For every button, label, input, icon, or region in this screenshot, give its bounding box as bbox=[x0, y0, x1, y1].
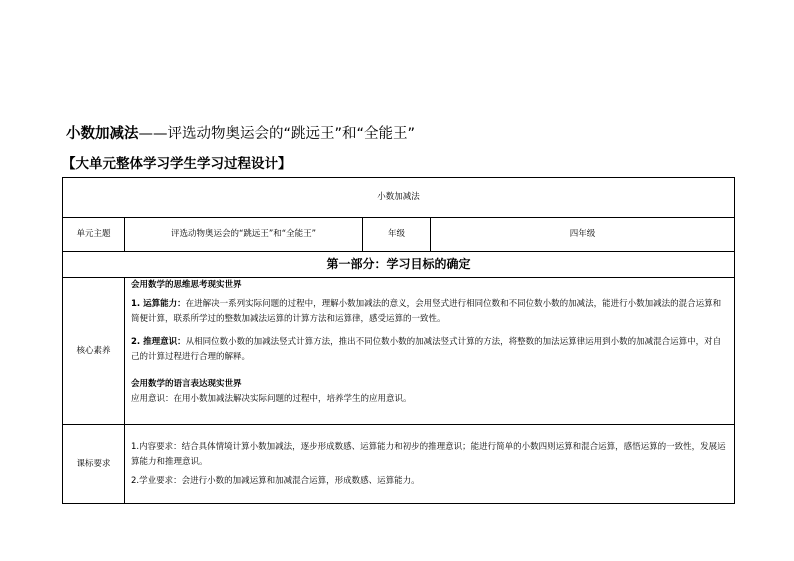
core-literacy-row bbox=[63, 278, 735, 425]
document-title bbox=[66, 125, 415, 143]
core-item-application bbox=[131, 392, 728, 407]
title-main: 小数加减法 bbox=[66, 126, 139, 142]
design-table bbox=[62, 177, 735, 504]
item-lead: 2. 推理意识： bbox=[131, 337, 186, 347]
standards-content-req: 1.内容要求：结合具体情境计算小数加减法，逐步形成数感、运算能力和初步的推理意识；能进行简单的小数四则运算和混合运算，感悟运算的一致性，发展运算能力和推理意识。 bbox=[131, 441, 726, 467]
item-lead: 应用意识： bbox=[131, 394, 174, 404]
core-item-computation bbox=[131, 297, 728, 327]
item-text: 在用小数加减法解决实际问题的过程中，培养学生的应用意识。 bbox=[173, 394, 412, 404]
standards-academic-req: 2.学业要求：会进行小数的加减运算和加减混合运算，形成数感、运算能力。 bbox=[131, 475, 420, 486]
unit-topic-label: 单元主题 bbox=[63, 218, 125, 252]
standards-content bbox=[125, 425, 735, 504]
core-item-reasoning bbox=[131, 335, 728, 365]
unit-topic-value: 评选动物奥运会的“跳远王”和“全能王” bbox=[125, 218, 363, 252]
item-text: 在进解决一系列实际问题的过程中，理解小数加减法的意义，会用竖式进行相同位数和不同位数小数的加减法，能进行小数加减法的混合运算和简便计算，联系所学过的整数加减法运算的计算方法和运算律，感受运算的一致性。 bbox=[131, 299, 722, 324]
part-one-row bbox=[63, 252, 735, 278]
core-literacy-label: 核心素养 bbox=[63, 278, 125, 425]
grade-label: 年级 bbox=[363, 218, 431, 252]
unit-topic-row bbox=[63, 218, 735, 252]
standards-row bbox=[63, 425, 735, 504]
core-literacy-content bbox=[125, 278, 735, 425]
part-one-title: 第一部分：学习目标的确定 bbox=[63, 252, 735, 278]
section-heading: 【大单元整体学习学生学习过程设计】 bbox=[62, 156, 292, 172]
table-header-row bbox=[63, 178, 735, 218]
core-section-thinking: 会用数学的思维思考现实世界 bbox=[131, 280, 242, 290]
core-section-language: 会用数学的语言表达现实世界 bbox=[131, 379, 242, 389]
item-lead: 1. 运算能力： bbox=[131, 299, 186, 309]
table-header: 小数加减法 bbox=[63, 178, 735, 218]
standards-label: 课标要求 bbox=[63, 425, 125, 504]
grade-value: 四年级 bbox=[431, 218, 735, 252]
title-subject: ——评选动物奥运会的“跳远王”和“全能王” bbox=[138, 126, 416, 142]
item-text: 从相同位数小数的加减法竖式计算方法，推出不同位数小数的加减法竖式计算的方法，将整数的加法运算律运用到小数的加减混合运算中，对自己的计算过程进行合理的解释。 bbox=[131, 337, 722, 362]
